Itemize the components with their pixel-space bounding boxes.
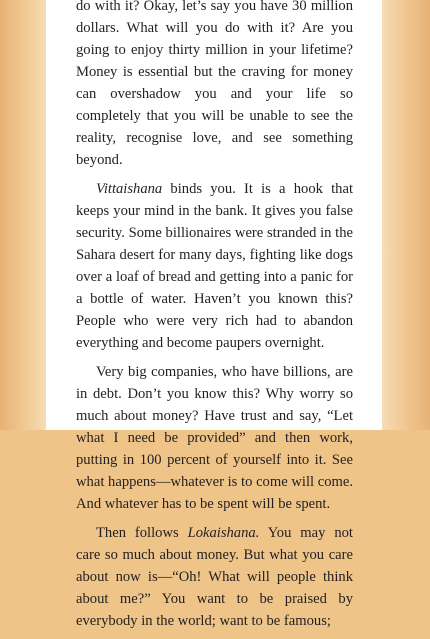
term-lokaishana: Lokaishana.: [187, 525, 260, 541]
left-margin-band: [0, 0, 46, 430]
right-margin-band: [382, 0, 430, 430]
paragraph-2: [76, 178, 353, 354]
paragraph-1: [76, 0, 353, 171]
term-vittaishana: Vittaishana: [96, 181, 163, 197]
page-text: [76, 0, 353, 639]
paragraph-3-text: Very big companies, who have billions, are in debt. Don’t you know this? Why worry so much about money? Have trust and say, “Let what I need be provided” and then work, putting in 100 percent of yourself into it. See what happens—whatever is to come will come. And whatever has to be spent will be spent.: [76, 364, 353, 512]
paragraph-2-text: binds you. It is a hook that keeps your mind in the bank. It gives you false security. Some billionaires were stranded in the Sahara desert for many days, fighting like dogs over a loaf of bread and getting into a panic for a bottle of water. Haven’t you known this? People who were very rich had to abandon everything and become paupers overnight.: [76, 181, 353, 351]
book-page: [46, 0, 382, 629]
paragraph-3: [76, 361, 353, 515]
paragraph-4-text: You may not care so much about money. But what you care about now is—“Oh! What will people think about me?” You want to be praised by everybody in the world; want to be famous;: [76, 525, 353, 629]
paragraph-4: [76, 522, 353, 632]
paragraph-4-lead: Then follows: [96, 525, 188, 541]
paragraph-1-text: do with it? Okay, let’s say you have 30 million dollars. What will you do with it? Are you going to enjoy thirty million in your lifetime? Money is essential but the craving for money can overshadow you and your life so completely that you will be unable to see the reality, recognise love, and see something beyond.: [76, 0, 353, 168]
